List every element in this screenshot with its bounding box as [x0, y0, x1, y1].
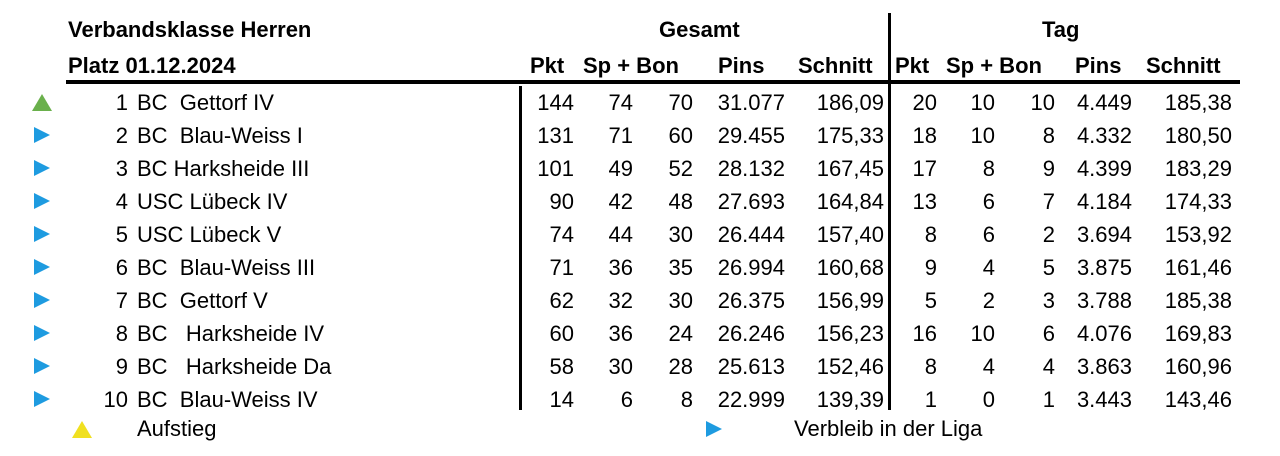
cell-t-schnitt: 153,92	[1164, 222, 1232, 247]
cell-team: BC Harksheide III	[137, 156, 310, 181]
col-header-pkt-total: Pkt	[530, 53, 565, 78]
cell-g-sp: 42	[608, 189, 633, 214]
cell-team: BC Gettorf V	[137, 288, 268, 313]
cell-g-schnitt: 156,99	[816, 288, 884, 313]
group-divider	[888, 13, 891, 410]
cell-t-sp: 2	[982, 288, 995, 313]
cell-g-pkt: 14	[549, 387, 574, 412]
cell-t-schnitt: 169,83	[1164, 321, 1232, 346]
col-header-sp-bon-total: Sp + Bon	[583, 53, 679, 78]
cell-g-pins: 26.375	[717, 288, 785, 313]
cell-g-pkt: 60	[549, 321, 574, 346]
promotion-icon	[32, 94, 52, 111]
cell-place: 4	[115, 189, 128, 214]
stay-icon	[34, 127, 50, 143]
promotion-legend-icon	[72, 421, 92, 438]
cell-t-pkt: 17	[912, 156, 937, 181]
cell-t-pkt: 8	[924, 354, 937, 379]
cell-team: BC Blau-Weiss IV	[137, 387, 318, 412]
cell-g-bon: 30	[668, 288, 693, 313]
cell-g-schnitt: 152,46	[816, 354, 884, 379]
group-header-day: Tag	[1042, 17, 1080, 42]
stay-icon	[34, 259, 50, 275]
cell-t-pins: 3.875	[1076, 255, 1132, 280]
cell-g-bon: 48	[668, 189, 693, 214]
cell-g-pkt: 71	[549, 255, 574, 280]
cell-t-bon: 8	[1042, 123, 1055, 148]
col-header-pins-day: Pins	[1075, 53, 1122, 78]
cell-g-bon: 52	[668, 156, 693, 181]
table-date: Platz 01.12.2024	[68, 53, 236, 78]
cell-g-sp: 36	[608, 255, 633, 280]
cell-t-bon: 5	[1042, 255, 1055, 280]
cell-place: 7	[115, 288, 128, 313]
legend-stay-label: Verbleib in der Liga	[794, 416, 983, 441]
cell-team: USC Lübeck V	[137, 222, 282, 247]
cell-t-sp: 10	[970, 321, 995, 346]
cell-g-sp: 30	[608, 354, 633, 379]
cell-t-pins: 3.788	[1076, 288, 1132, 313]
cell-g-schnitt: 160,68	[816, 255, 884, 280]
cell-t-pins: 4.399	[1076, 156, 1132, 181]
cell-t-pins: 4.076	[1076, 321, 1132, 346]
cell-g-pkt: 62	[549, 288, 574, 313]
cell-place: 1	[115, 90, 128, 115]
cell-t-sp: 0	[982, 387, 995, 412]
stay-icon	[34, 325, 50, 341]
cell-g-pins: 27.693	[717, 189, 785, 214]
cell-g-schnitt: 157,40	[816, 222, 884, 247]
cell-place: 9	[115, 354, 128, 379]
cell-t-pkt: 8	[924, 222, 937, 247]
stay-icon	[34, 226, 50, 242]
cell-g-sp: 6	[620, 387, 633, 412]
cell-t-pins: 3.443	[1076, 387, 1132, 412]
cell-place: 10	[103, 387, 128, 412]
cell-g-sp: 71	[608, 123, 633, 148]
legend-promotion-label: Aufstieg	[137, 416, 217, 441]
cell-g-pins: 28.132	[717, 156, 785, 181]
cell-t-bon: 9	[1042, 156, 1055, 181]
cell-t-sp: 6	[982, 189, 995, 214]
cell-g-schnitt: 175,33	[816, 123, 884, 148]
cell-g-pkt: 144	[537, 90, 574, 115]
cell-place: 3	[115, 156, 128, 181]
cell-t-schnitt: 180,50	[1164, 123, 1232, 148]
cell-t-sp: 6	[982, 222, 995, 247]
cell-g-bon: 60	[668, 123, 693, 148]
cell-t-schnitt: 160,96	[1164, 354, 1232, 379]
cell-g-bon: 24	[668, 321, 693, 346]
cell-t-sp: 10	[970, 90, 995, 115]
stay-legend-icon	[706, 421, 722, 437]
cell-team: BC Blau-Weiss III	[137, 255, 316, 280]
cell-g-bon: 8	[680, 387, 693, 412]
cell-g-pkt: 58	[549, 354, 574, 379]
cell-t-schnitt: 183,29	[1164, 156, 1232, 181]
team-column-divider	[519, 86, 522, 410]
cell-team: BC Harksheide IV	[137, 321, 325, 346]
header-rule	[66, 80, 1240, 84]
cell-g-pins: 26.246	[717, 321, 785, 346]
col-header-schnitt-total: Schnitt	[798, 53, 873, 78]
cell-team: USC Lübeck IV	[137, 189, 288, 214]
cell-g-pkt: 90	[549, 189, 574, 214]
col-header-schnitt-day: Schnitt	[1146, 53, 1221, 78]
cell-t-pkt: 13	[912, 189, 937, 214]
cell-g-sp: 44	[608, 222, 633, 247]
cell-t-schnitt: 185,38	[1164, 288, 1232, 313]
cell-g-sp: 74	[608, 90, 633, 115]
stay-icon	[34, 160, 50, 176]
cell-g-pins: 31.077	[717, 90, 785, 115]
cell-t-bon: 4	[1042, 354, 1055, 379]
cell-g-pins: 22.999	[717, 387, 785, 412]
cell-t-sp: 4	[982, 255, 995, 280]
cell-g-pkt: 131	[537, 123, 574, 148]
cell-g-bon: 28	[668, 354, 693, 379]
cell-t-pkt: 9	[924, 255, 937, 280]
cell-t-sp: 8	[982, 156, 995, 181]
cell-g-sp: 36	[608, 321, 633, 346]
cell-place: 2	[115, 123, 128, 148]
cell-g-pkt: 74	[549, 222, 574, 247]
cell-t-pkt: 20	[912, 90, 937, 115]
cell-t-pins: 4.332	[1076, 123, 1132, 148]
cell-t-pins: 4.184	[1076, 189, 1132, 214]
cell-g-sp: 32	[608, 288, 633, 313]
cell-g-schnitt: 167,45	[816, 156, 884, 181]
cell-t-bon: 2	[1042, 222, 1055, 247]
cell-g-schnitt: 186,09	[816, 90, 884, 115]
cell-g-pins: 25.613	[717, 354, 785, 379]
stay-icon	[34, 193, 50, 209]
cell-t-bon: 1	[1042, 387, 1055, 412]
col-header-pins-total: Pins	[718, 53, 765, 78]
stay-icon	[34, 391, 50, 407]
cell-g-schnitt: 139,39	[816, 387, 884, 412]
cell-g-pins: 29.455	[717, 123, 785, 148]
cell-g-bon: 35	[668, 255, 693, 280]
cell-place: 8	[115, 321, 128, 346]
col-header-sp-bon-day: Sp + Bon	[946, 53, 1042, 78]
cell-t-sp: 10	[970, 123, 995, 148]
cell-team: BC Gettorf IV	[137, 90, 274, 115]
cell-g-schnitt: 156,23	[816, 321, 884, 346]
cell-g-pins: 26.444	[717, 222, 785, 247]
cell-t-pkt: 16	[912, 321, 937, 346]
cell-g-pkt: 101	[537, 156, 574, 181]
cell-t-sp: 4	[982, 354, 995, 379]
cell-t-pkt: 18	[912, 123, 937, 148]
cell-t-schnitt: 185,38	[1164, 90, 1232, 115]
cell-t-bon: 10	[1030, 90, 1055, 115]
cell-t-schnitt: 161,46	[1164, 255, 1232, 280]
cell-g-bon: 70	[668, 90, 693, 115]
cell-place: 5	[115, 222, 128, 247]
stay-icon	[34, 292, 50, 308]
cell-t-schnitt: 143,46	[1164, 387, 1232, 412]
cell-g-schnitt: 164,84	[816, 189, 884, 214]
cell-t-bon: 7	[1042, 189, 1055, 214]
cell-t-pins: 3.863	[1076, 354, 1132, 379]
cell-t-bon: 3	[1042, 288, 1055, 313]
cell-t-pins: 4.449	[1076, 90, 1132, 115]
cell-t-schnitt: 174,33	[1164, 189, 1232, 214]
cell-g-sp: 49	[608, 156, 633, 181]
cell-team: BC Blau-Weiss I	[137, 123, 303, 148]
stay-icon	[34, 358, 50, 374]
col-header-pkt-day: Pkt	[895, 53, 930, 78]
cell-team: BC Harksheide Da	[137, 354, 332, 379]
table-title: Verbandsklasse Herren	[68, 17, 312, 42]
cell-g-bon: 30	[668, 222, 693, 247]
cell-place: 6	[115, 255, 128, 280]
cell-g-pins: 26.994	[717, 255, 785, 280]
cell-t-pins: 3.694	[1076, 222, 1132, 247]
group-header-total: Gesamt	[659, 17, 740, 42]
cell-t-pkt: 5	[924, 288, 937, 313]
cell-t-pkt: 1	[924, 387, 937, 412]
cell-t-bon: 6	[1042, 321, 1055, 346]
